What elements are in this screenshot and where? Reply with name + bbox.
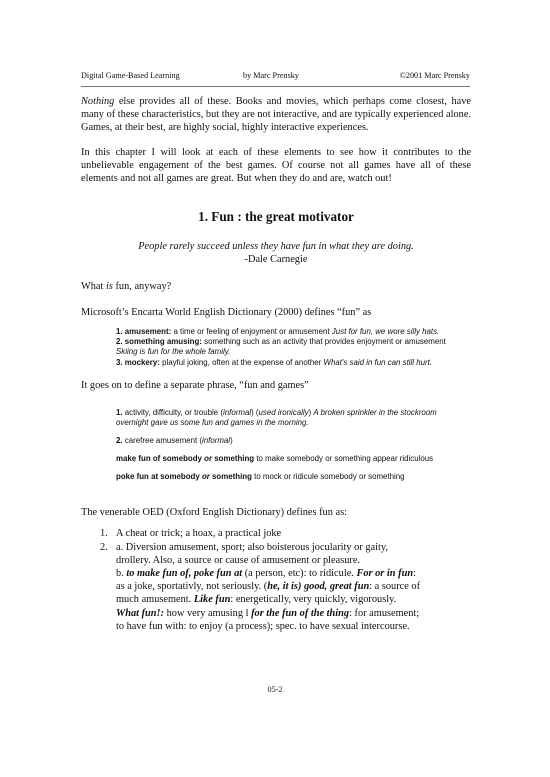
definition-entry: 2. something amusing: something such as an activity that provides enjoyment or amusement Skiing is fun for the whole family. bbox=[116, 337, 446, 357]
encarta-intro: Microsoft’s Encarta World English Dictionary (2000) defines “fun” as bbox=[81, 307, 372, 319]
intro-paragraph-1: Nothing else provides all of these. Books and movies, which perhaps come closest, have many of these characteristics, but they are not interactive, and are typically experienced alone. Games, at their best, are highly social, highly interactive experiences. bbox=[81, 96, 472, 134]
header-book-title: Digital Game-Based Learning bbox=[81, 71, 180, 80]
oed-sense-b: b. to make fun of, poke fun at (a person, etc): to ridicule. For or in fun: as a joke, sportativly, not seriously. (he, it is) good, great fun: a source of much amusement. Like fun: energetically, very quickly, vigorously. What fun!: how very amusing l for the fun of the thing: for amusement; to have fun with: to enjoy (a process); spec. to have sexual intercourse. bbox=[116, 568, 421, 632]
fun-and-games-intro: It goes on to define a separate phrase, “fun and games” bbox=[81, 379, 309, 391]
page-body bbox=[81, 95, 471, 633]
emphasis-nothing: Nothing bbox=[81, 96, 115, 107]
oed-definitions bbox=[81, 527, 471, 633]
question-line: What is fun, anyway? bbox=[81, 280, 172, 292]
oed-intro: The venerable OED (Oxford English Dictionary) defines fun as: bbox=[81, 507, 347, 519]
idiom-poke-fun: poke fun at somebody or something to mock or ridicule somebody or something bbox=[116, 472, 405, 482]
idiom-make-fun: make fun of somebody or something to make somebody or something appear ridiculous bbox=[116, 454, 434, 464]
definition-entry: 2. carefree amusement (informal) bbox=[116, 435, 233, 445]
header-rule bbox=[81, 86, 470, 87]
epigraph-attribution: -Dale Carnegie bbox=[244, 254, 308, 266]
fun-and-games-definitions bbox=[116, 408, 461, 482]
oed-item: 1. A cheat or trick; a hoax, a practical joke bbox=[100, 528, 282, 540]
oed-sense-a: a. Diversion amusement, sport; also boisterous jocularity or gaity, drollery. Also, a source or cause of amusement or pleasure. bbox=[116, 541, 388, 566]
page-number: 05-2 bbox=[267, 685, 283, 694]
header-author: by Marc Prensky bbox=[243, 71, 299, 80]
section-heading: 1. Fun : the great motivator bbox=[198, 209, 354, 225]
definition-entry: 1. amusement: a time or feeling of enjoyment or amusement Just for fun, we wore silly hats. bbox=[116, 327, 440, 337]
header-copyright: ©2001 Marc Prensky bbox=[399, 71, 470, 80]
definition-entry: 1. activity, difficulty, or trouble (informal) (used ironically) A broken sprinkler in the stockroom overnight gave us some fun and games in the morning. bbox=[116, 407, 437, 427]
intro-paragraph-2: In this chapter I will look at each of these elements to see how it contributes to the unbelievable engagement of the best games. Of course not all games have all of these elements and not all games are great. But when they do and are, watch out! bbox=[81, 146, 471, 185]
epigraph-quote: People rarely succeed unless they have fun in what they are doing. bbox=[138, 241, 414, 253]
encarta-definitions bbox=[116, 327, 461, 367]
oed-item: 2. a. Diversion amusement, sport; also boisterous jocularity or gaity, drollery. Also, a source or cause of amusement or pleasure. b. to make fun of, poke fun at (a person, etc): to ridicule. For or in fun: as a joke, sportativly, not seriously. (he, it is) good, great fun: a source of much amusement. Like fun: energetically, very quickly, vigorously. What fun!: how very amusing l for the fun of the thing: for amusement; to have fun with: to enjoy (a process); spec. to have sexual intercourse. bbox=[100, 541, 421, 632]
definition-entry: 3. mockery: playful joking, often at the expense of another What's said in fun can still hurt. bbox=[116, 357, 433, 367]
